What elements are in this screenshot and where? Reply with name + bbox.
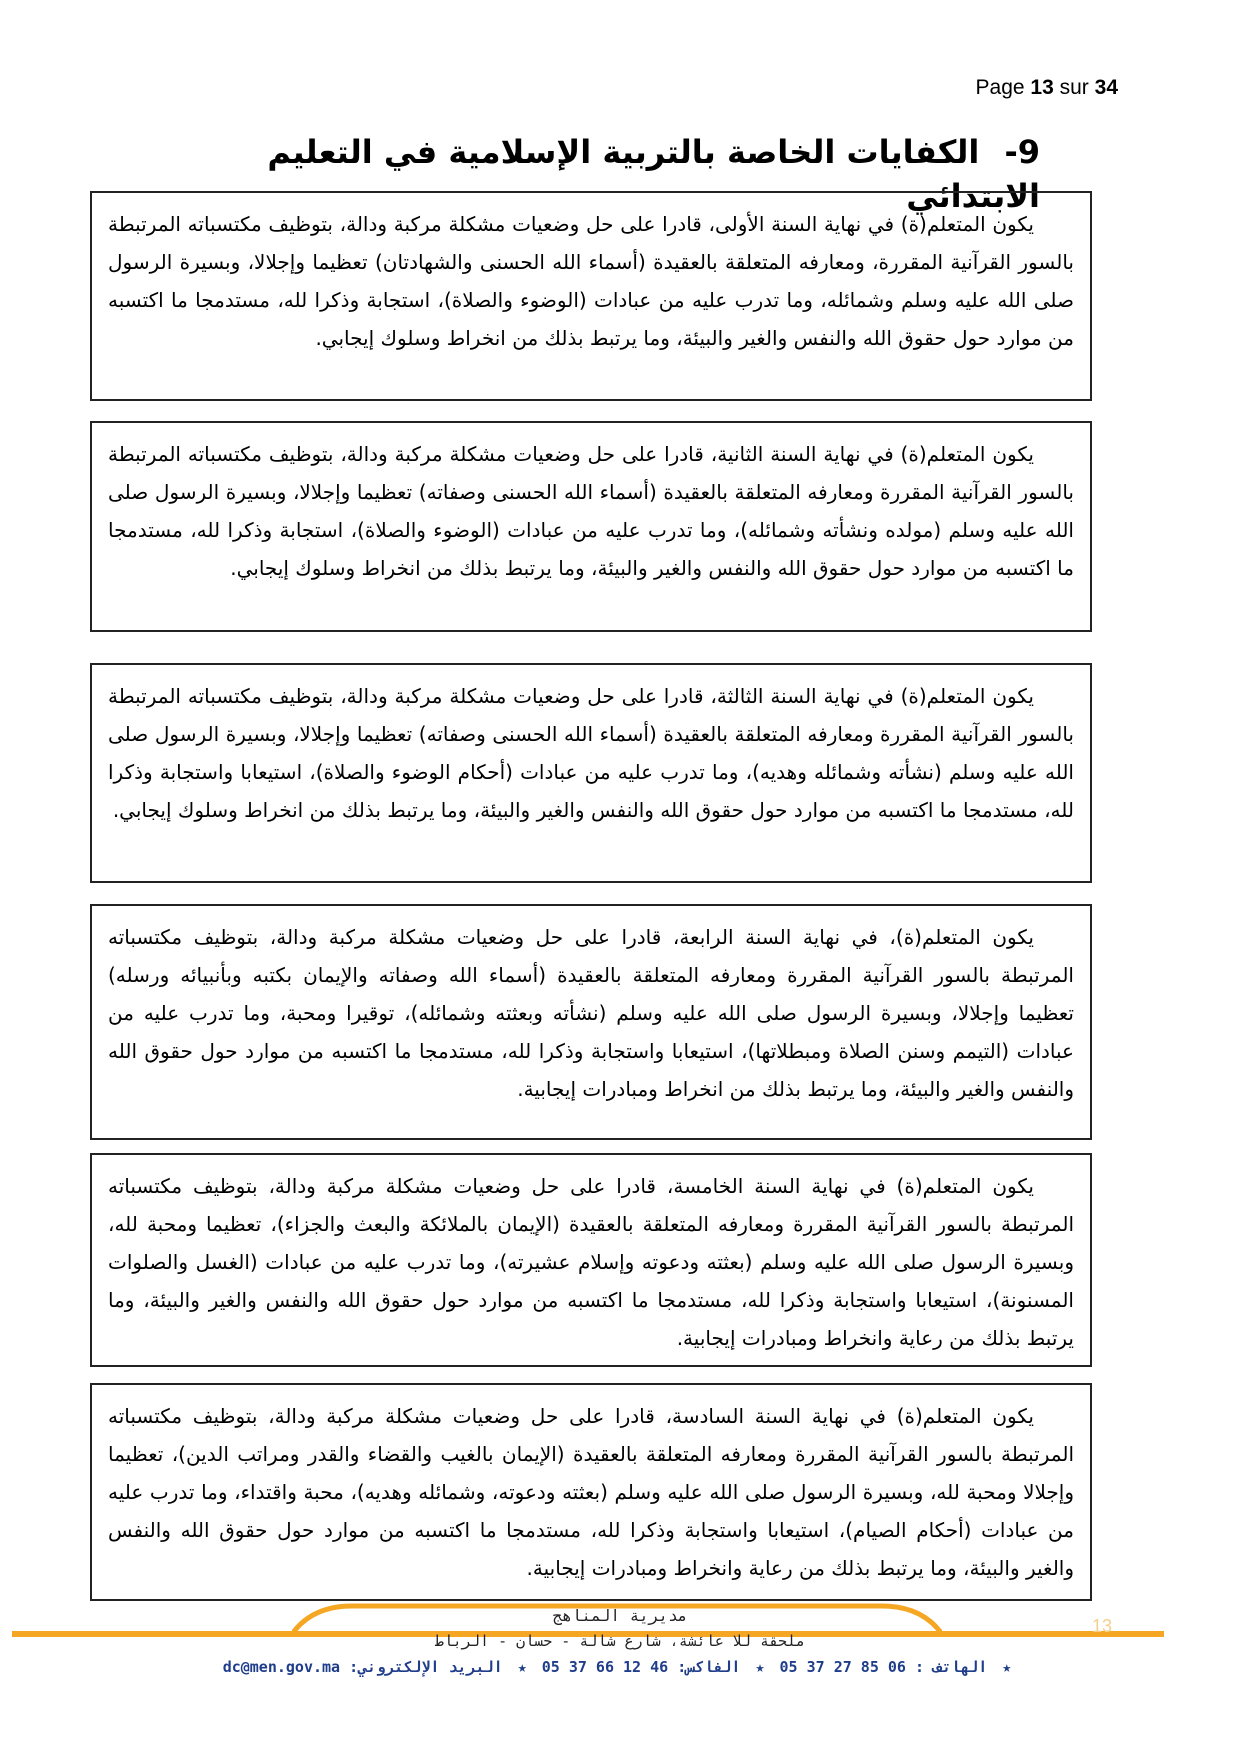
- email-link[interactable]: dc@men.gov.ma: [222, 1658, 341, 1676]
- fax-label: الفاكس:: [677, 1658, 741, 1676]
- competency-box-year-3: [90, 663, 1092, 883]
- footer-directorate: مديرية المناهج: [552, 1606, 688, 1625]
- star-icon: ★: [755, 1658, 765, 1676]
- phone-number: 05 37 27 85 06: [779, 1658, 906, 1676]
- star-icon: ★: [517, 1658, 527, 1676]
- page-number: [976, 76, 1118, 100]
- footer-contact: [0, 1658, 1240, 1676]
- competency-text: يكون المتعلم(ة)، في نهاية السنة الرابعة، قادرا على حل وضعيات مشكلة مركبة ودالة، بتوظيف مكتسباته المرتبطة بالسور القرآنية المقررة ومعارفه المتعلقة بالعقيدة (أسماء الله وصفاته والإيمان بكتبه وبأنبيائه ورسله) تعظيما وإجلالا، وبسيرة الرسول صلى الله عليه وسلم (نشأته وبعثته وشمائله)، توقيرا ومحبة، وما تدرب عليه من عبادات (التيمم وسنن الصلاة ومبطلاتها)، استيعابا واستجابة وذكرا لله، مستدمجا ما اكتسبه من موارد حول حقوق الله والنفس والغير والبيئة، وما يرتبط بذلك من انخراط ومبادرات إيجابية.: [108, 925, 1074, 1101]
- email-label: البريد الإلكتروني:: [349, 1658, 503, 1676]
- competency-text: يكون المتعلم(ة) في نهاية السنة الخامسة، قادرا على حل وضعيات مشكلة مركبة ودالة، بتوظيف مكتسباته المرتبطة بالسور القرآنية المقررة ومعارفه المتعلقة بالعقيدة (الإيمان بالملائكة والبعث والجزاء)، تعظيما ومحبة لله، وبسيرة الرسول صلى الله عليه وسلم (بعثته ودعوته وإسلام عشيرته)، وما تدرب عليه من عبادات (الغسل والصلوات المسنونة)، استيعابا واستجابة وذكرا لله، مستدمجا ما اكتسبه من موارد حول حقوق الله والنفس والغير والبيئة، وما يرتبط بذلك من رعاية وانخراط ومبادرات إيجابية.: [108, 1174, 1074, 1350]
- competency-box-year-4: [90, 904, 1092, 1140]
- competency-text: يكون المتعلم(ة) في نهاية السنة الأولى، قادرا على حل وضعيات مشكلة مركبة ودالة، بتوظيف مكتسباته المرتبطة بالسور القرآنية المقررة، ومعارفه المتعلقة بالعقيدة (أسماء الله الحسنى والشهادتان) تعظيما وإجلالا، وبسيرة الرسول صلى الله عليه وسلم وشمائله، وما تدرب عليه من عبادات (الوضوء والصلاة)، استجابة وذكرا لله، مستدمجا ما اكتسبه من موارد حول حقوق الله والنفس والغير والبيئة، وما يرتبط بذلك من انخراط وسلوك إيجابي.: [108, 212, 1074, 350]
- fax-number: 05 37 66 12 46: [541, 1658, 669, 1676]
- section-title-text: الكفايات الخاصة بالتربية الإسلامية في التعليم الابتدائي: [267, 133, 1040, 215]
- competency-text: يكون المتعلم(ة) في نهاية السنة الثانية، قادرا على حل وضعيات مشكلة مركبة ودالة، بتوظيف مكتسباته المرتبطة بالسور القرآنية المقررة ومعارفه المتعلقة بالعقيدة (أسماء الله الحسنى وصفاته) تعظيما وإجلالا، وبسيرة الرسول صلى الله عليه وسلم (مولده ونشأته وشمائله)، وما تدرب عليه من عبادات (الوضوء والصلاة)، استجابة وذكرا لله، مستدمجا ما اكتسبه من موارد حول حقوق الله والنفس والغير والبيئة، وما يرتبط بذلك من انخراط وسلوك إيجابي.: [108, 442, 1074, 580]
- faint-page-number: 13: [1092, 1616, 1113, 1636]
- section-number: 9-: [1004, 133, 1040, 171]
- page-prefix: Page: [975, 76, 1025, 99]
- star-icon: ★: [1002, 1658, 1012, 1676]
- competency-box-year-1: [90, 191, 1092, 401]
- footer-address: ملحقة للا عائشة، شارع شالة - حسان - الرباط: [434, 1632, 806, 1650]
- competency-text: يكون المتعلم(ة) في نهاية السنة السادسة، قادرا على حل وضعيات مشكلة مركبة ودالة، بتوظيف مكتسباته المرتبطة بالسور القرآنية المقررة ومعارفه المتعلقة بالعقيدة (الإيمان بالغيب والقضاء والقدر ومراتب الدين)، تعظيما وإجلالا ومحبة لله، وبسيرة الرسول صلى الله عليه وسلم (بعثته ودعوته، وشمائله وهديه)، محبة واقتداء، وما تدرب عليه من عبادات (أحكام الصيام)، استيعابا واستجابة وذكرا لله، مستدمجا ما اكتسبه من موارد حول حقوق الله والنفس والغير والبيئة، وما يرتبط بذلك من رعاية وانخراط ومبادرات إيجابية.: [108, 1404, 1074, 1580]
- competency-box-year-6: [90, 1383, 1092, 1601]
- competency-box-year-5: [90, 1153, 1092, 1367]
- page-current: 13: [1030, 76, 1054, 99]
- page-total: 34: [1094, 76, 1118, 99]
- competency-box-year-2: [90, 421, 1092, 632]
- phone-label: الهاتف :: [915, 1658, 988, 1676]
- competency-text: يكون المتعلم(ة) في نهاية السنة الثالثة، قادرا على حل وضعيات مشكلة مركبة ودالة، بتوظيف مكتسباته المرتبطة بالسور القرآنية المقررة ومعارفه المتعلقة بالعقيدة (أسماء الله الحسنى وصفاته) تعظيما وإجلالا، وبسيرة الرسول صلى الله عليه وسلم (نشأته وشمائله وهديه)، وما تدرب عليه من عبادات (أحكام الوضوء والصلاة)، استيعابا واستجابة وذكرا لله، مستدمجا ما اكتسبه من موارد حول حقوق الله والنفس والغير والبيئة، وما يرتبط بذلك من انخراط وسلوك إيجابي.: [108, 684, 1074, 822]
- page-sep: sur: [1059, 76, 1089, 99]
